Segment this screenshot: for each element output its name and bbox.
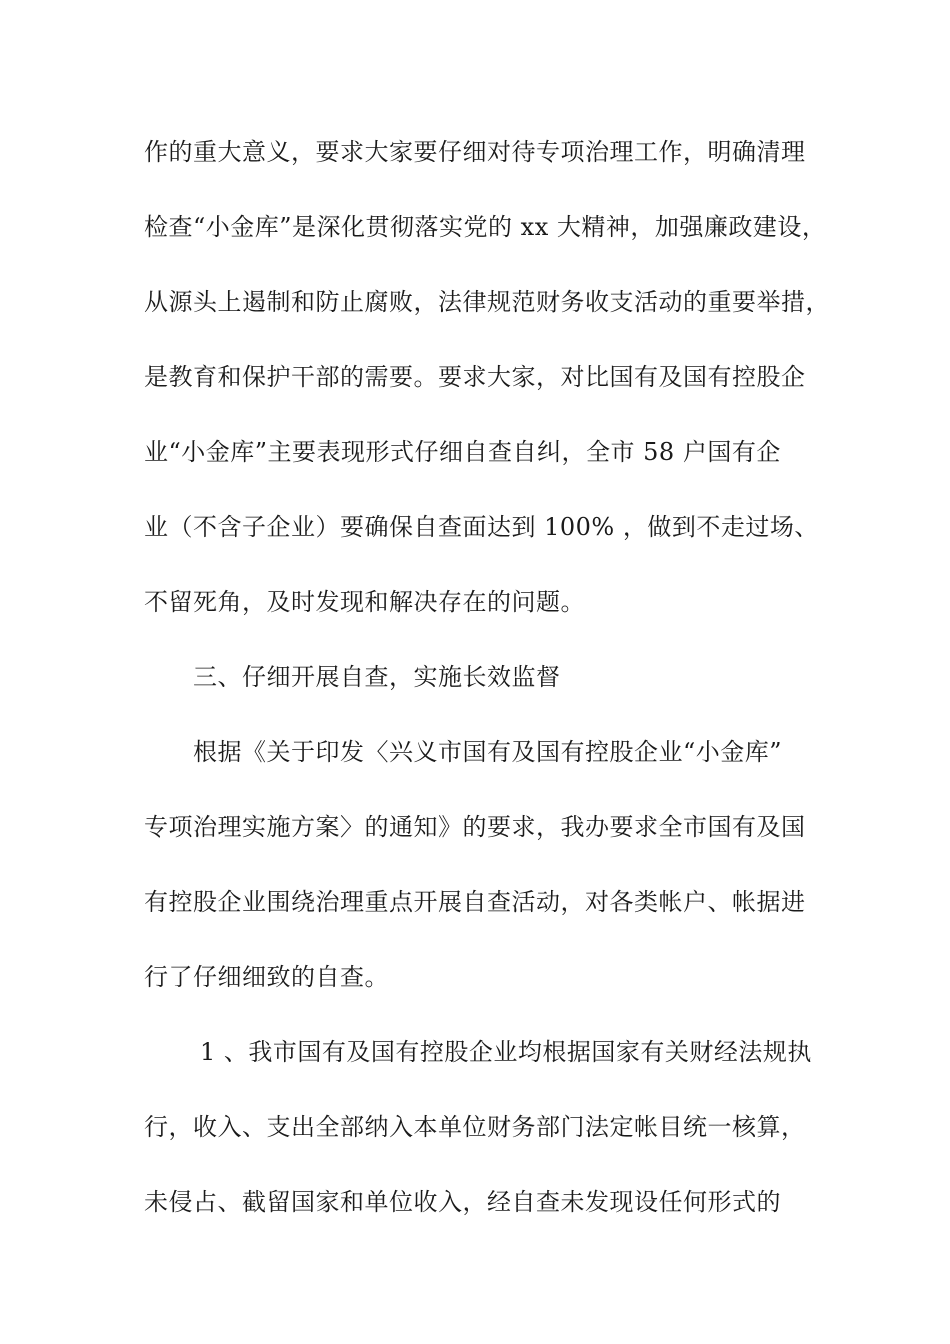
body-text-line: 行，收入、支出全部纳入本单位财务部门法定帐目统一核算， <box>144 1113 806 1141</box>
body-text-line: 从源头上遏制和防止腐败，法律规范财务收支活动的重要举措， <box>144 288 830 316</box>
section-heading: 三、仔细开展自查，实施长效监督 <box>193 663 561 691</box>
body-text-line: 未侵占、截留国家和单位收入，经自查未发现设任何形式的 <box>144 1188 781 1216</box>
body-text-line: 1 、我市国有及国有控股企业均根据国家有关财经法规执 <box>200 1038 812 1066</box>
body-text-line: 专项治理实施方案〉的通知》的要求，我办要求全市国有及国 <box>144 813 806 841</box>
body-text-line: 有控股企业围绕治理重点开展自查活动，对各类帐户、帐据进 <box>144 888 806 916</box>
body-text-line: 是教育和保护干部的需要。要求大家，对比国有及国有控股企 <box>144 363 806 391</box>
body-text-line: 根据《关于印发〈兴义市国有及国有控股企业“小金库” <box>193 738 783 766</box>
body-text-line: 行了仔细细致的自查。 <box>144 963 389 991</box>
body-text-line: 作的重大意义，要求大家要仔细对待专项治理工作，明确清理 <box>144 138 806 166</box>
body-text-line: 业“小金库”主要表现形式仔细自查自纠，全市 58 户国有企 <box>144 438 781 466</box>
body-text-line: 检查“小金库”是深化贯彻落实党的 xx 大精神，加强廉政建设， <box>144 213 827 241</box>
body-text-line: 业（不含子企业）要确保自查面达到 100% ，做到不走过场、 <box>144 513 819 541</box>
body-text-line: 不留死角，及时发现和解决存在的问题。 <box>144 588 585 616</box>
